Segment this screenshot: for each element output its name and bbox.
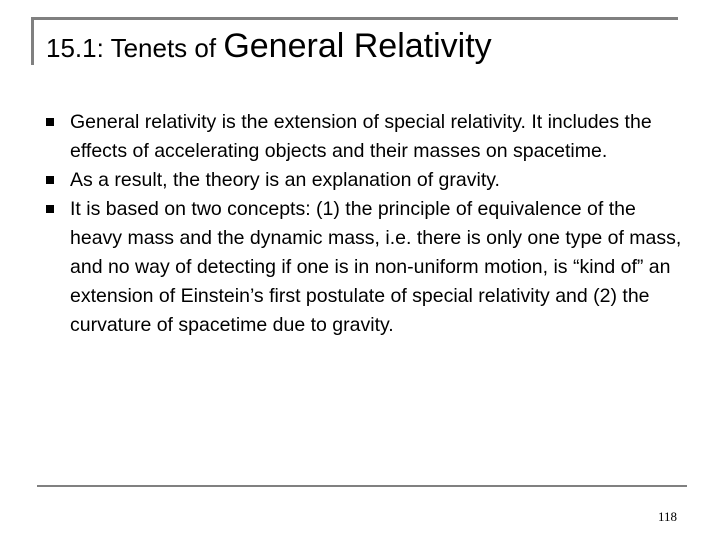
square-bullet-icon: [46, 205, 54, 213]
bullet-text: General relativity is the extension of special relativity. It includes the effects of accelerating objects and their masses on spacetime.: [70, 111, 652, 162]
bullet-item: [46, 108, 686, 166]
bullet-item: [46, 195, 686, 340]
footer-divider: [37, 485, 687, 487]
square-bullet-icon: [46, 176, 54, 184]
title-part-2: General Relativity: [223, 27, 492, 65]
title-frame-left-line: [31, 17, 34, 65]
page-number: 118: [657, 509, 677, 524]
square-bullet-icon: [46, 118, 54, 126]
slide-title: [46, 26, 492, 67]
bullet-item: [46, 166, 686, 195]
bullet-list: [46, 108, 686, 340]
title-frame-top-line: [31, 17, 678, 20]
bullet-text: As a result, the theory is an explanation of gravity.: [70, 169, 500, 191]
title-part-1: 15.1: Tenets of: [46, 33, 224, 63]
bullet-text: It is based on two concepts: (1) the principle of equivalence of the heavy mass and the dynamic mass, i.e. there is only one type of mass, and no way of detecting if one is in non-uniform motion, is “kind of” an extension of Einstein’s first postulate of special relativity and (2) the curvature of spacetime due to gravity.: [70, 198, 682, 336]
